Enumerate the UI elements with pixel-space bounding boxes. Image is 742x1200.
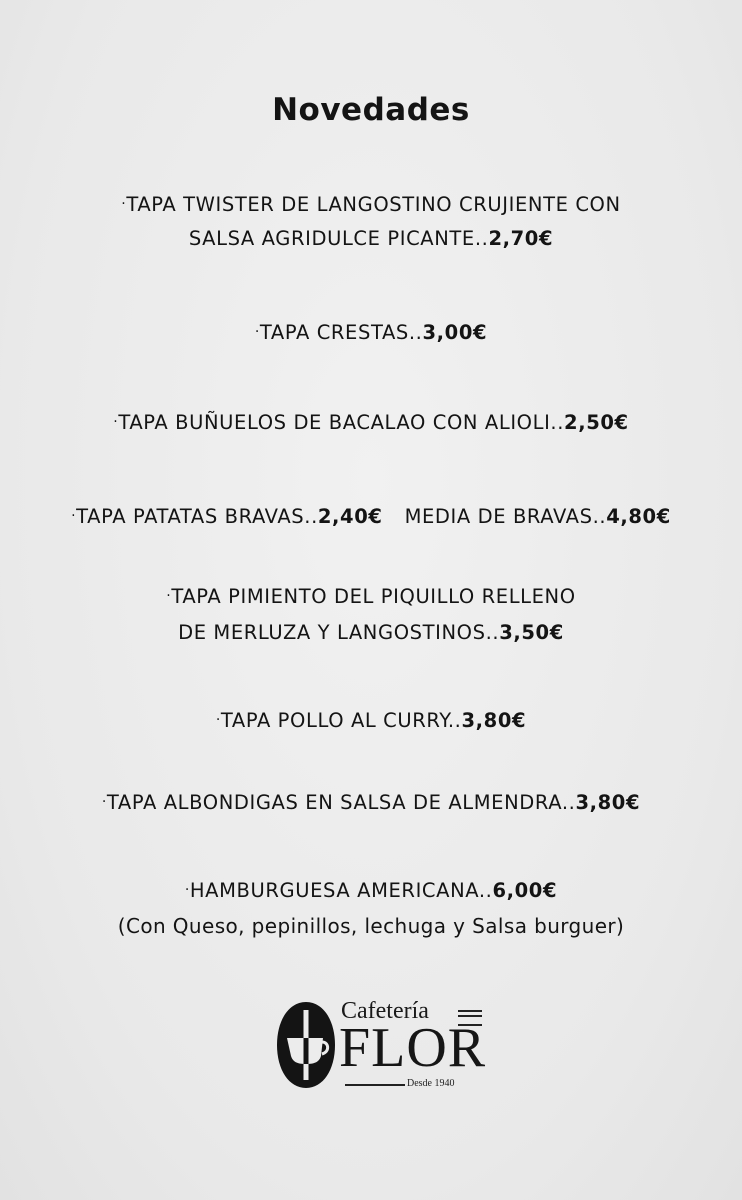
logo-flor-text: FLOR — [339, 1017, 487, 1079]
item-name-cont: DE MERLUZA Y LANGOSTINOS.. — [178, 621, 500, 644]
menu-item-twister-line2 — [0, 227, 742, 250]
bullet: · — [166, 588, 172, 604]
item-price: 3,50€ — [499, 621, 564, 644]
item-name-cont: SALSA AGRIDULCE PICANTE.. — [188, 227, 489, 250]
menu-item-albondigas — [0, 791, 742, 814]
bullet: · — [71, 508, 77, 524]
menu-item-hamburguesa-note: (Con Queso, pepinillos, lechuga y Salsa burguer) — [117, 914, 625, 938]
bullet: · — [184, 882, 190, 898]
item-price: 2,40€ — [317, 505, 383, 528]
bullet: · — [121, 196, 127, 212]
item-name: TAPA PIMIENTO DEL PIQUILLO RELLENO — [171, 585, 576, 608]
item-price: 2,50€ — [564, 411, 629, 434]
bullet: · — [101, 794, 107, 810]
item-price: 3,80€ — [461, 709, 527, 732]
menu-item-twister-line1 — [0, 193, 742, 216]
menu-item-pollo-curry — [0, 709, 742, 732]
item-name: TAPA CRESTAS.. — [259, 321, 423, 344]
cafeteria-flor-logo — [275, 998, 485, 1098]
item-extra-price: 4,80€ — [606, 505, 671, 528]
item-price: 2,70€ — [488, 227, 554, 250]
item-name: TAPA TWISTER DE LANGOSTINO CRUJIENTE CON — [126, 193, 621, 216]
page-title: Novedades — [272, 92, 470, 128]
logo-desde-text: Desde 1940 — [407, 1078, 455, 1089]
item-name: TAPA PATATAS BRAVAS.. — [76, 505, 318, 528]
bullet: · — [254, 324, 260, 340]
item-name: TAPA ALBONDIGAS EN SALSA DE ALMENDRA.. — [106, 791, 576, 814]
item-price: 3,00€ — [422, 321, 488, 344]
coffee-cup-logo-icon — [275, 1000, 337, 1090]
bullet: · — [113, 414, 119, 430]
menu-item-bravas — [0, 505, 742, 528]
item-price: 3,80€ — [575, 791, 641, 814]
menu-item-pimiento-line1 — [0, 585, 742, 608]
menu-item-crestas — [0, 321, 742, 344]
logo-underline — [345, 1084, 405, 1086]
menu-item-hamburguesa — [0, 879, 742, 902]
item-price: 6,00€ — [492, 879, 558, 902]
menu-item-bunuelos — [0, 411, 742, 434]
item-name: TAPA POLLO AL CURRY.. — [220, 709, 462, 732]
menu-item-pimiento-line2 — [0, 621, 742, 644]
item-extra-name: MEDIA DE BRAVAS.. — [404, 505, 607, 528]
item-name: TAPA BUÑUELOS DE BACALAO CON ALIOLI.. — [118, 411, 565, 434]
bullet: · — [215, 712, 221, 728]
logo-cafeteria-text: Cafetería — [341, 998, 429, 1024]
item-name: HAMBURGUESA AMERICANA.. — [189, 879, 493, 902]
